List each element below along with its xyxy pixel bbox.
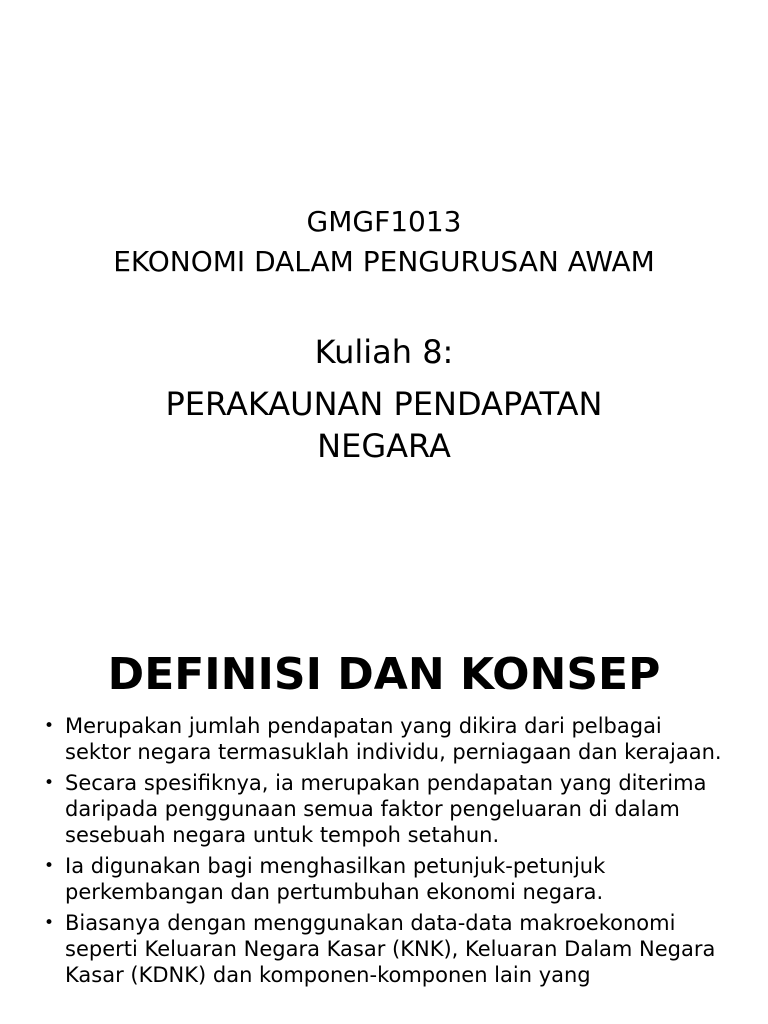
- lecture-title-line-2: NEGARA: [317, 427, 451, 465]
- bullet-icon: •: [44, 773, 55, 793]
- course-name: EKONOMI DALAM PENGURUSAN AWAM: [113, 245, 655, 278]
- lecture-title-line-1: PERAKAUNAN PENDAPATAN: [165, 385, 603, 423]
- bullet-item-1: [40, 713, 730, 765]
- bullet-item-4: [40, 910, 730, 988]
- bullet-item-3: [40, 853, 730, 905]
- lecture-title: [0, 383, 768, 467]
- bullet-icon: •: [44, 913, 55, 933]
- bullet-text: Ia digunakan bagi menghasilkan petunjuk-petunjuk perkembangan dan pertumbuhan ekonomi negara.: [65, 854, 606, 904]
- bullet-list: [40, 713, 730, 993]
- definition-slide: [0, 576, 768, 1024]
- section-title: DEFINISI DAN KONSEP: [107, 649, 661, 701]
- bullet-item-2: [40, 770, 730, 848]
- bullet-icon: •: [44, 856, 55, 876]
- bullet-text: Biasanya dengan menggunakan data-data makroekonomi seperti Keluaran Negara Kasar (KNK), Keluaran Dalam Negara Kasar (KDNK) dan komponen-komponen lain yang: [65, 911, 716, 987]
- bullet-icon: •: [44, 716, 55, 736]
- course-code: GMGF1013: [306, 205, 462, 238]
- bullet-text: Merupakan jumlah pendapatan yang dikira dari pelbagai sektor negara termasuklah individu, perniagaan dan kerajaan.: [65, 714, 722, 764]
- lecture-label: Kuliah 8:: [314, 333, 454, 371]
- bullet-text: Secara spesifiknya, ia merupakan pendapatan yang diterima daripada penggunaan semua faktor pengeluaran di dalam sesebuah negara untuk tempoh setahun.: [65, 771, 707, 847]
